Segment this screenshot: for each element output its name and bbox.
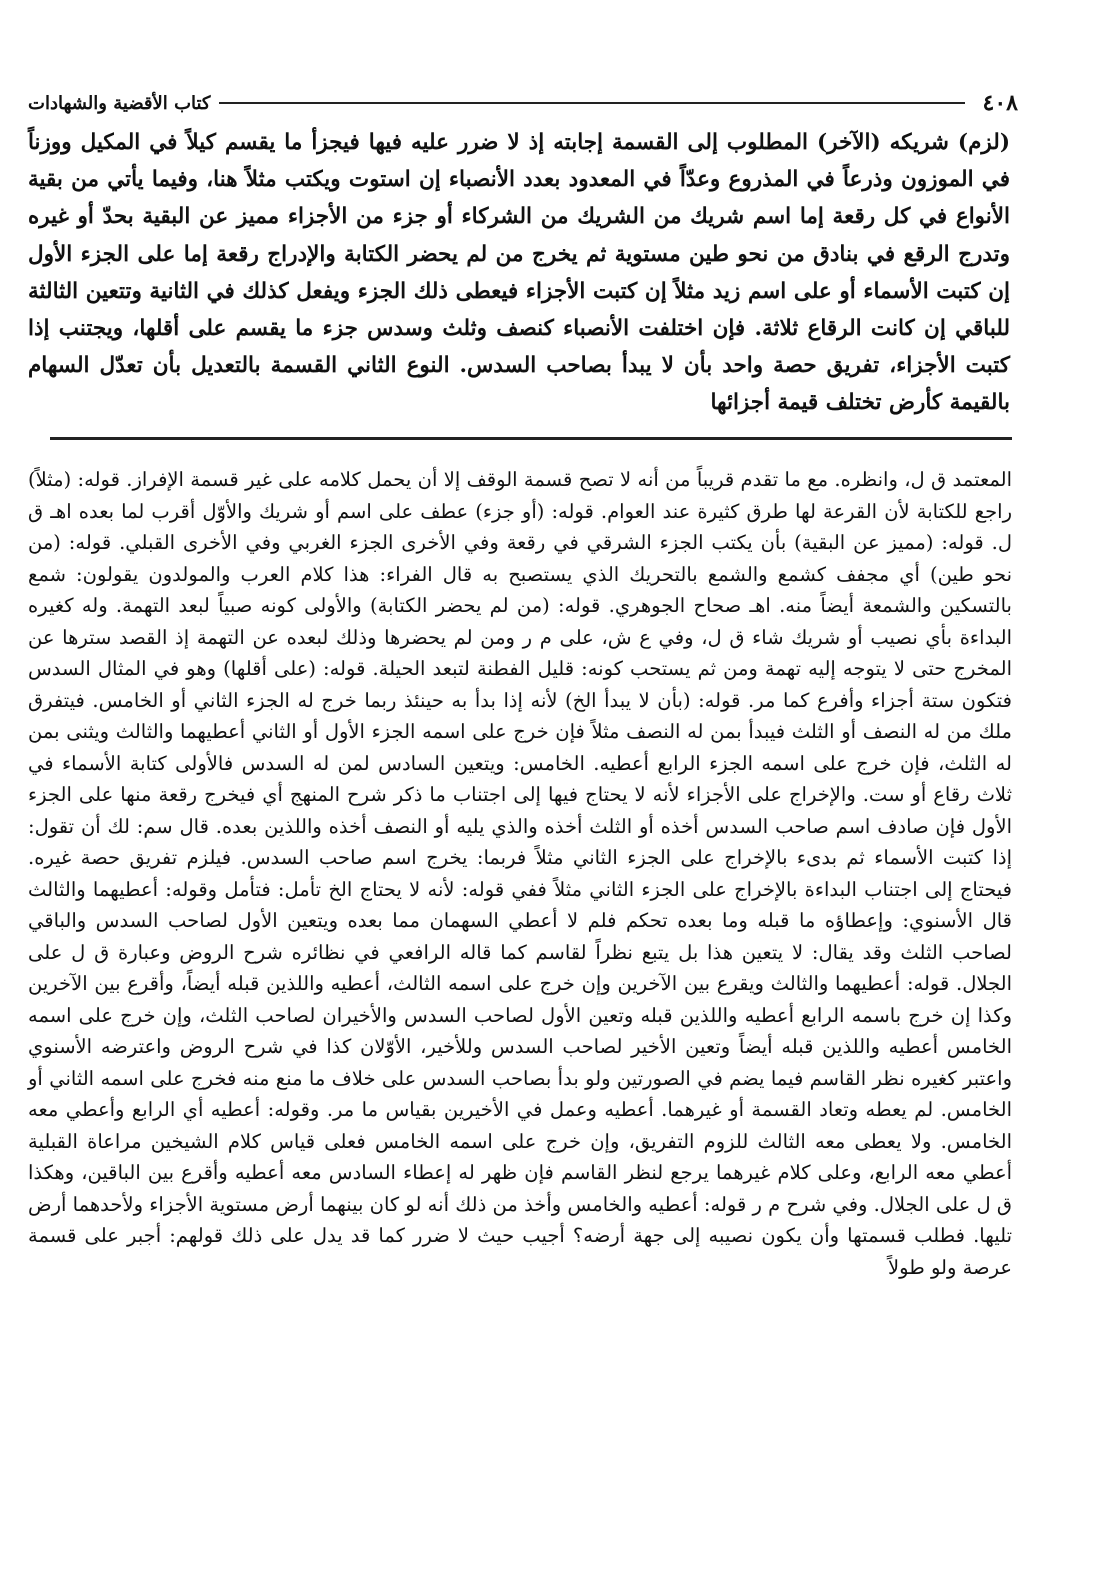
book-title: كتاب الأقضية والشهادات — [28, 92, 211, 114]
header-rule — [219, 102, 965, 104]
commentary-paragraph: المعتمد ق ل، وانظره. مع ما تقدم قريباً من أنه لا تصح قسمة الوقف إلا أن يحمل كلامه على غير قسمة الإفراز. قوله: (مثلاً) راجع للكتابة لأن القرعة لها طرق كثيرة عند العوام. قوله: (أو جزء) عطف على اسم أو شريك والأوّل أقرب لما بعده اهـ ق ل. قوله: (مميز عن البقية) بأن يكتب الجزء الشرقي في رقعة وفي الأخرى الجزء الغربي وفي الأخرى القبلي. قوله: (من نحو طين) أي مجفف كشمع والشمع بالتحريك الذي يستصبح به قال الفراء: هذا كلام العرب والمولدون يقولون: شمع بالتسكين والشمعة أيضاً منه. اهـ صحاح الجوهري. قوله: (من لم يحضر الكتابة) والأولى كونه صبياً لبعد التهمة. وله كغيره البداءة بأي نصيب أو شريك شاء ق ل، وفي ع ش، على م ر ومن لم يحضرها وذلك لبعده عن التهمة إذ القصد سترها عن المخرج حتى لا يتوجه إليه تهمة ومن ثم يستحب كونه: قليل الفطنة لتبعد الحيلة. قوله: (على أقلها) وهو في المثال السدس فتكون ستة أجزاء وأفرع كما مر. قوله: (بأن لا يبدأ الخ) لأنه إذا بدأ به حينئذ ربما خرج له الجزء الثاني أو الخامس. فيتفرق ملك من له النصف أو الثلث فيبدأ بمن له النصف مثلاً فإن خرج على اسمه الجزء الأول أو الثاني أعطيهما والثالث ويثنى بمن له الثلث، فإن خرج على اسمه الجزء الرابع أعطيه. الخامس: ويتعين السادس لمن له السدس فالأولى كتابة الأسماء في ثلاث رقاع أو ست. والإخراج على الأجزاء لأنه لا يحتاج فيها إلى اجتناب ما ذكر شرح المنهج أي فيخرج رقعة منها على الجزء الأول فإن صادف اسم صاحب السدس أخذه أو الثلث أخذه والذي يليه أو النصف أخذه واللذين بعده. قال سم: لك أن تقول: إذا كتبت الأسماء ثم بدىء بالإخراج على الجزء الثاني مثلاً فربما: يخرج اسم صاحب السدس. فيلزم تفريق حصة غيره. فيحتاج إلى اجتناب البداءة بالإخراج على الجزء الثاني مثلاً ففي قوله: لأنه لا يحتاج الخ تأمل: فتأمل وقوله: أعطيهما والثالث قال الأسنوي: وإعطاؤه ما قبله وما بعده تحكم فلم لا أعطي السهمان مما بعده ويتعين الأول لصاحب السدس والباقي لصاحب الثلث وقد يقال: لا يتعين هذا بل يتبع نظراً لقاسم كما قاله الرافعي في نظائره شرح الروض وعبارة ق ل على الجلال. قوله: أعطيهما والثالث ويقرع بين الآخرين وإن خرج على اسمه الثالث، أعطيه واللذين قبله أيضاً، وأقرع بين الآخرين وكذا إن خرج باسمه الرابع أعطيه واللذين قبله وتعين الأول لصاحب السدس والأخيران لصاحب الثلث، وإن خرج على اسمه الخامس أعطيه واللذين قبله أيضاً وتعين الأخير لصاحب السدس وللأخير، الأوّلان كذا في شرح الروض واعترضه الأسنوي واعتبر كغيره نظر القاسم فيما يضم في الصورتين ولو بدأ بصاحب السدس على خلاف ما منع منه فخرج على اسمه الثاني أو الخامس. لم يعطه وتعاد القسمة أو غيرهما. أعطيه وعمل في الأخيرين بقياس ما مر. وقوله: أعطيه أي الرابع وأعطي معه الخامس. ولا يعطى معه الثالث للزوم التفريق، وإن خرج على اسمه الخامس فعلى قياس كلام الشيخين مراعاة القبلية أعطي معه الرابع، وعلى كلام غيرهما يرجع لنظر القاسم فإن ظهر له إعطاء السادس معه أعطيه وأقرع بين الباقين، وهكذا ق ل على الجلال. وفي شرح م ر قوله: أعطيه والخامس وأخذ من ذلك أنه لو كان بينهما أرض مستوية الأجزاء ولأحدهما أرض تليها. فطلب قسمتها وأن يكون نصيبه إلى جهة أرضه؟ أجيب حيث لا ضرر كما قد يدل على ذلك قولهم: أجبر على قسمة عرصة ولو طولاً — [28, 468, 1012, 1279]
commentary-block — [28, 464, 1012, 1283]
page-header — [28, 86, 1018, 120]
page-number: ٤٠٨ — [982, 90, 1018, 116]
section-separator — [50, 437, 1012, 440]
main-text-paragraph: (لزم) شريكه (الآخر) المطلوب إلى القسمة إجابته إذ لا ضرر عليه فيها فيجزأ ما يقسم كيلاً في المكيل ووزناً في الموزون وذرعاً في المذروع وعدّاً في المعدود بعدد الأنصباء إن استوت ويكتب مثلاً هنا، وفيما يأتي من بقية الأنواع في كل رقعة إما اسم شريك من الشريك من الشركاء أو جزء من الأجزاء مميز عن البقية بحدّ أو غيره وتدرج الرقع في بنادق من نحو طين مستوية ثم يخرج من لم يحضر الكتابة والإدراج رقعة إما على الجزء الأول إن كتبت الأسماء أو على اسم زيد مثلاً إن كتبت الأجزاء فيعطى ذلك الجزء ويفعل كذلك في الثانية وتتعين الثالثة للباقي إن كانت الرقاع ثلاثة. فإن اختلفت الأنصباء كنصف وثلث وسدس جزء ما يقسم على أقلها، ويجتنب إذا كتبت الأجزاء، تفريق حصة واحد بأن لا يبدأ بصاحب السدس. النوع الثاني القسمة بالتعديل بأن تعدّل السهام بالقيمة كأرض تختلف قيمة أجزائها — [28, 130, 1010, 416]
main-text-block — [28, 124, 1010, 422]
